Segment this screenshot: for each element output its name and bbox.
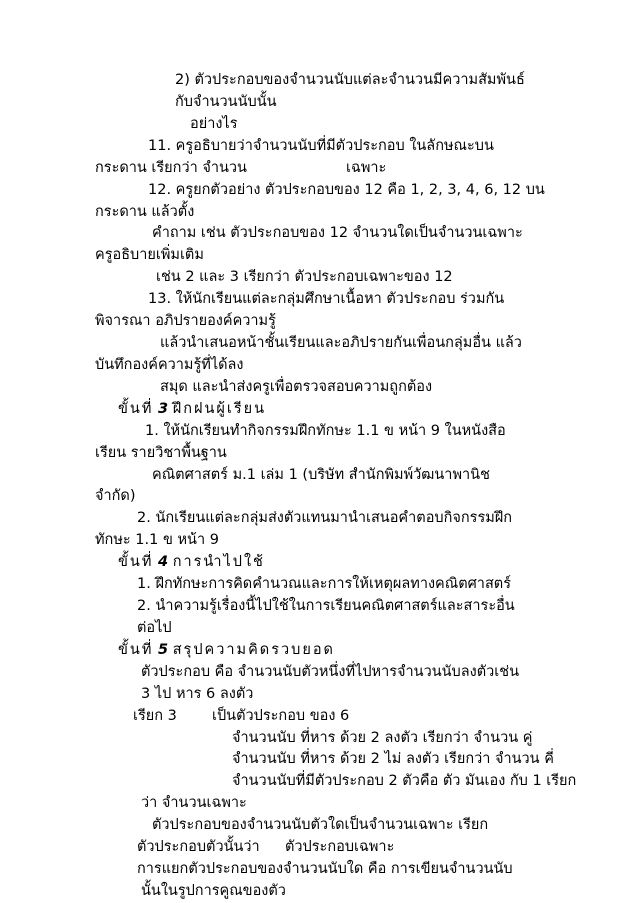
text-line: ว่า จำนวนเฉพาะ bbox=[141, 795, 247, 811]
step-title: การนำไปใช้ bbox=[172, 554, 265, 570]
text-line: เรียน รายวิชาพื้นฐาน bbox=[95, 445, 227, 461]
text-line: ครูอธิบายเพิ่มเติม bbox=[95, 247, 204, 263]
text-line: 2. นำความรู้เรื่องนี้ไปใช้ในการเรียนคณิตศาสตร์และสาระอื่น bbox=[137, 598, 515, 614]
text-line: 12. ครูยกตัวอย่าง ตัวประกอบของ 12 คือ 1, 2, 3, 4, 6, 12 บน bbox=[148, 182, 545, 198]
step-heading bbox=[118, 639, 335, 661]
step-number: 4 bbox=[158, 554, 169, 570]
text-line: ต่อไป bbox=[137, 620, 172, 636]
text-line: 11. ครูอธิบายว่าจำนวนนับที่มีตัวประกอบ ในลักษณะบน bbox=[148, 138, 494, 154]
text-line: กระดาน แล้วตั้ง bbox=[95, 204, 195, 220]
text-line: เป็นตัวประกอบ ของ 6 bbox=[212, 708, 350, 724]
step-prefix: ขั้นที่ bbox=[118, 642, 154, 658]
text-line: 1. ฝึกทักษะการคิดคำนวณและการให้เหตุผลทางคณิตศาสตร์ bbox=[137, 576, 512, 592]
text-line: เช่น 2 และ 3 เรียกว่า ตัวประกอบเฉพาะของ 12 bbox=[156, 269, 453, 285]
text-line: 3 ไป หาร 6 ลงตัว bbox=[141, 686, 254, 702]
text-line: จำกัด) bbox=[95, 488, 136, 504]
text-line: พิจารณา อภิปรายองค์ความรู้ bbox=[95, 313, 276, 329]
step-title: ฝึกฝนผู้เรียน bbox=[172, 401, 267, 417]
text-line: ตัวประกอบ คือ จำนวนนับตัวหนึ่งที่ไปหารจำนวนนับลงตัวเช่น bbox=[141, 664, 519, 680]
text-line: นั้นในรูปการคูณของตัว bbox=[141, 883, 286, 899]
text-line: ทักษะ 1.1 ข หน้า 9 bbox=[95, 532, 219, 548]
text-line: ตัวประกอบของจำนวนนับตัวใดเป็นจำนวนเฉพาะ เรียก bbox=[152, 817, 489, 833]
text-line: 1. ให้นักเรียนทำกิจกรรมฝึกทักษะ 1.1 ข หน้า 9 ในหนังสือ bbox=[145, 423, 506, 439]
step-heading bbox=[118, 398, 266, 420]
step-prefix: ขั้นที่ bbox=[118, 401, 154, 417]
text-line: กับจำนวนนับนั้น bbox=[175, 94, 277, 110]
step-number: 3 bbox=[158, 401, 169, 417]
step-prefix: ขั้นที่ bbox=[118, 554, 154, 570]
text-line: 2) ตัวประกอบของจำนวนนับแต่ละจำนวนมีความสัมพันธ์ bbox=[175, 72, 525, 88]
text-line: เฉพาะ bbox=[346, 160, 387, 176]
text-line: จำนวนนับ ที่หาร ด้วย 2 ลงตัว เรียกว่า จำนวน คู่ bbox=[232, 730, 533, 746]
step-heading bbox=[118, 551, 265, 573]
text-line: 2. นักเรียนแต่ละกลุ่มส่งตัวแทนมานำเสนอคำตอบกิจกรรมฝึก bbox=[137, 510, 513, 526]
text-line: กระดาน เรียกว่า จำนวน bbox=[95, 160, 247, 176]
text-line: อย่างไร bbox=[190, 116, 238, 132]
text-line: บันทึกองค์ความรู้ที่ได้ลง bbox=[95, 357, 244, 373]
text-line: ตัวประกอบเฉพาะ bbox=[285, 839, 395, 855]
text-line: 13. ให้นักเรียนแต่ละกลุ่มศึกษาเนื้อหา ตัวประกอบ ร่วมกัน bbox=[148, 291, 505, 307]
text-line: ตัวประกอบตัวนั้นว่า bbox=[137, 839, 260, 855]
step-number: 5 bbox=[158, 642, 169, 658]
text-line: เรียก 3 bbox=[133, 708, 177, 724]
text-line: สมุด และนำส่งครูเพื่อตรวจสอบความถูกต้อง bbox=[160, 379, 433, 395]
text-line: คำถาม เช่น ตัวประกอบของ 12 จำนวนใดเป็นจำนวนเฉพาะ bbox=[152, 225, 523, 241]
text-line: จำนวนนับที่มีตัวประกอบ 2 ตัวคือ ตัว มันเอง กับ 1 เรียก bbox=[232, 773, 577, 789]
text-line: จำนวนนับ ที่หาร ด้วย 2 ไม่ ลงตัว เรียกว่า จำนวน คี่ bbox=[232, 751, 554, 767]
text-line: การแยกตัวประกอบของจำนวนนับใด คือ การเขียนจำนวนนับ bbox=[137, 861, 513, 877]
text-line: แล้วนำเสนอหน้าชั้นเรียนและอภิปรายกันเพื่อนกลุ่มอื่น แล้ว bbox=[160, 335, 522, 351]
step-title: สรุปความคิดรวบยอด bbox=[172, 642, 335, 658]
text-line: คณิตศาสตร์ ม.1 เล่ม 1 (บริษัท สำนักพิมพ์วัฒนาพานิช bbox=[152, 467, 490, 483]
